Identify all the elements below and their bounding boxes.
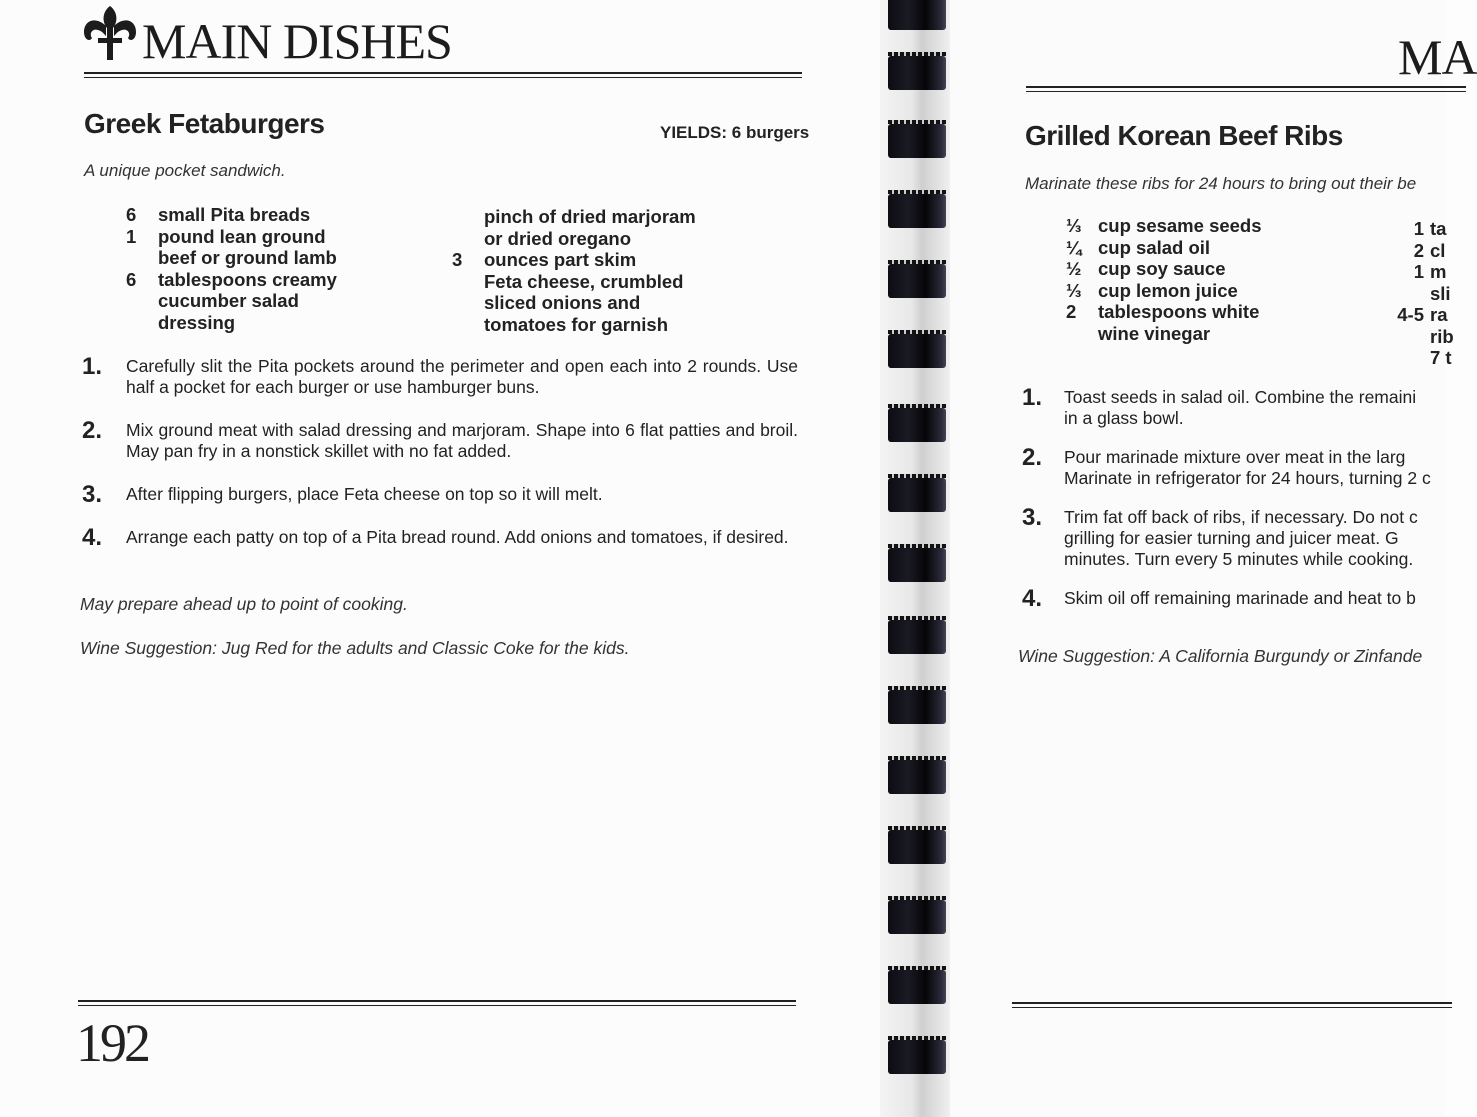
ingredient-item: 6 small Pita breads <box>126 204 311 225</box>
ingredient-item: sliced onions and tomatoes for garnish <box>484 292 668 335</box>
ingredients-list-left <box>1066 215 1366 344</box>
directions <box>82 353 798 570</box>
direction-step: 3. Trim fat off back of ribs, if necessary. Do not c grilling for easier turning and juicer meat. G minutes. Turn every 5 minutes while cooking. <box>1022 504 1418 569</box>
recipe-intro: A unique pocket sandwich. <box>84 161 286 180</box>
recipe-title: Grilled Korean Beef Ribs <box>1025 120 1343 151</box>
ingredients-list-right <box>1390 218 1454 369</box>
binding-coil <box>888 194 946 228</box>
binding-coil <box>888 830 946 864</box>
ingredient-item: 3 ounces part skim Feta cheese, crumbled <box>452 249 684 292</box>
ingredient-item: 4-5 ra rib 7 t <box>1397 304 1454 368</box>
ingredient-item: 1 m sli <box>1413 261 1451 304</box>
directions <box>1022 384 1462 631</box>
header-rule <box>1026 86 1466 92</box>
direction-step: 3. After flipping burgers, place Feta cheese on top so it will melt. <box>82 481 603 508</box>
direction-step: 1. Toast seeds in salad oil. Combine the remaini in a glass bowl. <box>1022 384 1417 428</box>
binding-coil <box>888 690 946 724</box>
ingredient-item: 1 ta <box>1413 218 1447 239</box>
direction-step: 2. Mix ground meat with salad dressing and marjoram. Shape into 6 flat patties and broil. May pan fry in a nonstick skillet with no fat added. <box>82 417 798 461</box>
header-rule <box>84 72 802 78</box>
spiral-binding <box>880 0 950 1117</box>
wine-suggestion: Wine Suggestion: Jug Red for the adults and Classic Coke for the kids. <box>80 638 630 658</box>
recipe-yields: YIELDS: 6 burgers <box>660 123 810 142</box>
ingredient-item: ¼ cup salad oil <box>1066 236 1211 258</box>
recipe-title: Greek Fetaburgers <box>84 108 325 139</box>
footer-rule <box>78 1000 796 1006</box>
section-header: MAIN DISHES <box>142 13 452 69</box>
ingredient-item: 6 tablespoons creamy cucumber salad dressing <box>126 268 337 333</box>
ingredient-item: pinch of dried marjoram or dried oregano <box>484 206 696 249</box>
ingredient-item: ½ cup soy sauce <box>1066 258 1226 279</box>
recipe-intro: Marinate these ribs for 24 hours to bring out their be <box>1025 174 1417 193</box>
section-header: MA <box>1398 29 1477 85</box>
binding-coil <box>888 620 946 654</box>
direction-step: 4. Skim oil off remaining marinade and heat to b <box>1022 585 1416 612</box>
wine-suggestion: Wine Suggestion: A California Burgundy or Zinfande <box>1018 646 1423 666</box>
binding-coil <box>888 124 946 158</box>
ingredient-item: ⅓ cup lemon juice <box>1066 279 1238 301</box>
binding-coil <box>888 0 946 30</box>
ingredient-item: 1 pound lean ground beef or ground lamb <box>126 225 337 268</box>
ingredients-list-left <box>126 204 426 333</box>
ingredient-item: 2 cl <box>1413 239 1446 261</box>
binding-coil <box>888 334 946 368</box>
binding-coil <box>888 56 946 90</box>
binding-coil <box>888 478 946 512</box>
binding-coil <box>888 900 946 934</box>
direction-step: 1. Carefully slit the Pita pockets around the perimeter and open each into 2 rounds. Use half a pocket for each burger or use hamburger buns. <box>82 353 798 397</box>
ingredients-list-right <box>452 206 792 335</box>
footer-rule <box>1012 1002 1452 1008</box>
binding-coil <box>888 408 946 442</box>
right-page <box>950 0 1477 1117</box>
direction-step: 4. Arrange each patty on top of a Pita bread round. Add onions and tomatoes, if desired. <box>82 524 789 551</box>
prep-note: May prepare ahead up to point of cooking. <box>80 594 408 614</box>
binding-coil <box>888 760 946 794</box>
binding-coil <box>888 548 946 582</box>
fleur-de-lis-icon <box>80 2 140 64</box>
binding-coil <box>888 970 946 1004</box>
direction-step: 2. Pour marinade mixture over meat in the larg Marinate in refrigerator for 24 hours, turning 2 c <box>1022 444 1431 488</box>
binding-coil <box>888 1040 946 1074</box>
ingredient-item: ⅓ cup sesame seeds <box>1066 215 1262 236</box>
binding-coil <box>888 264 946 298</box>
ingredient-item: 2 tablespoons white wine vinegar <box>1066 301 1260 344</box>
page-number: 192 <box>76 1013 148 1073</box>
